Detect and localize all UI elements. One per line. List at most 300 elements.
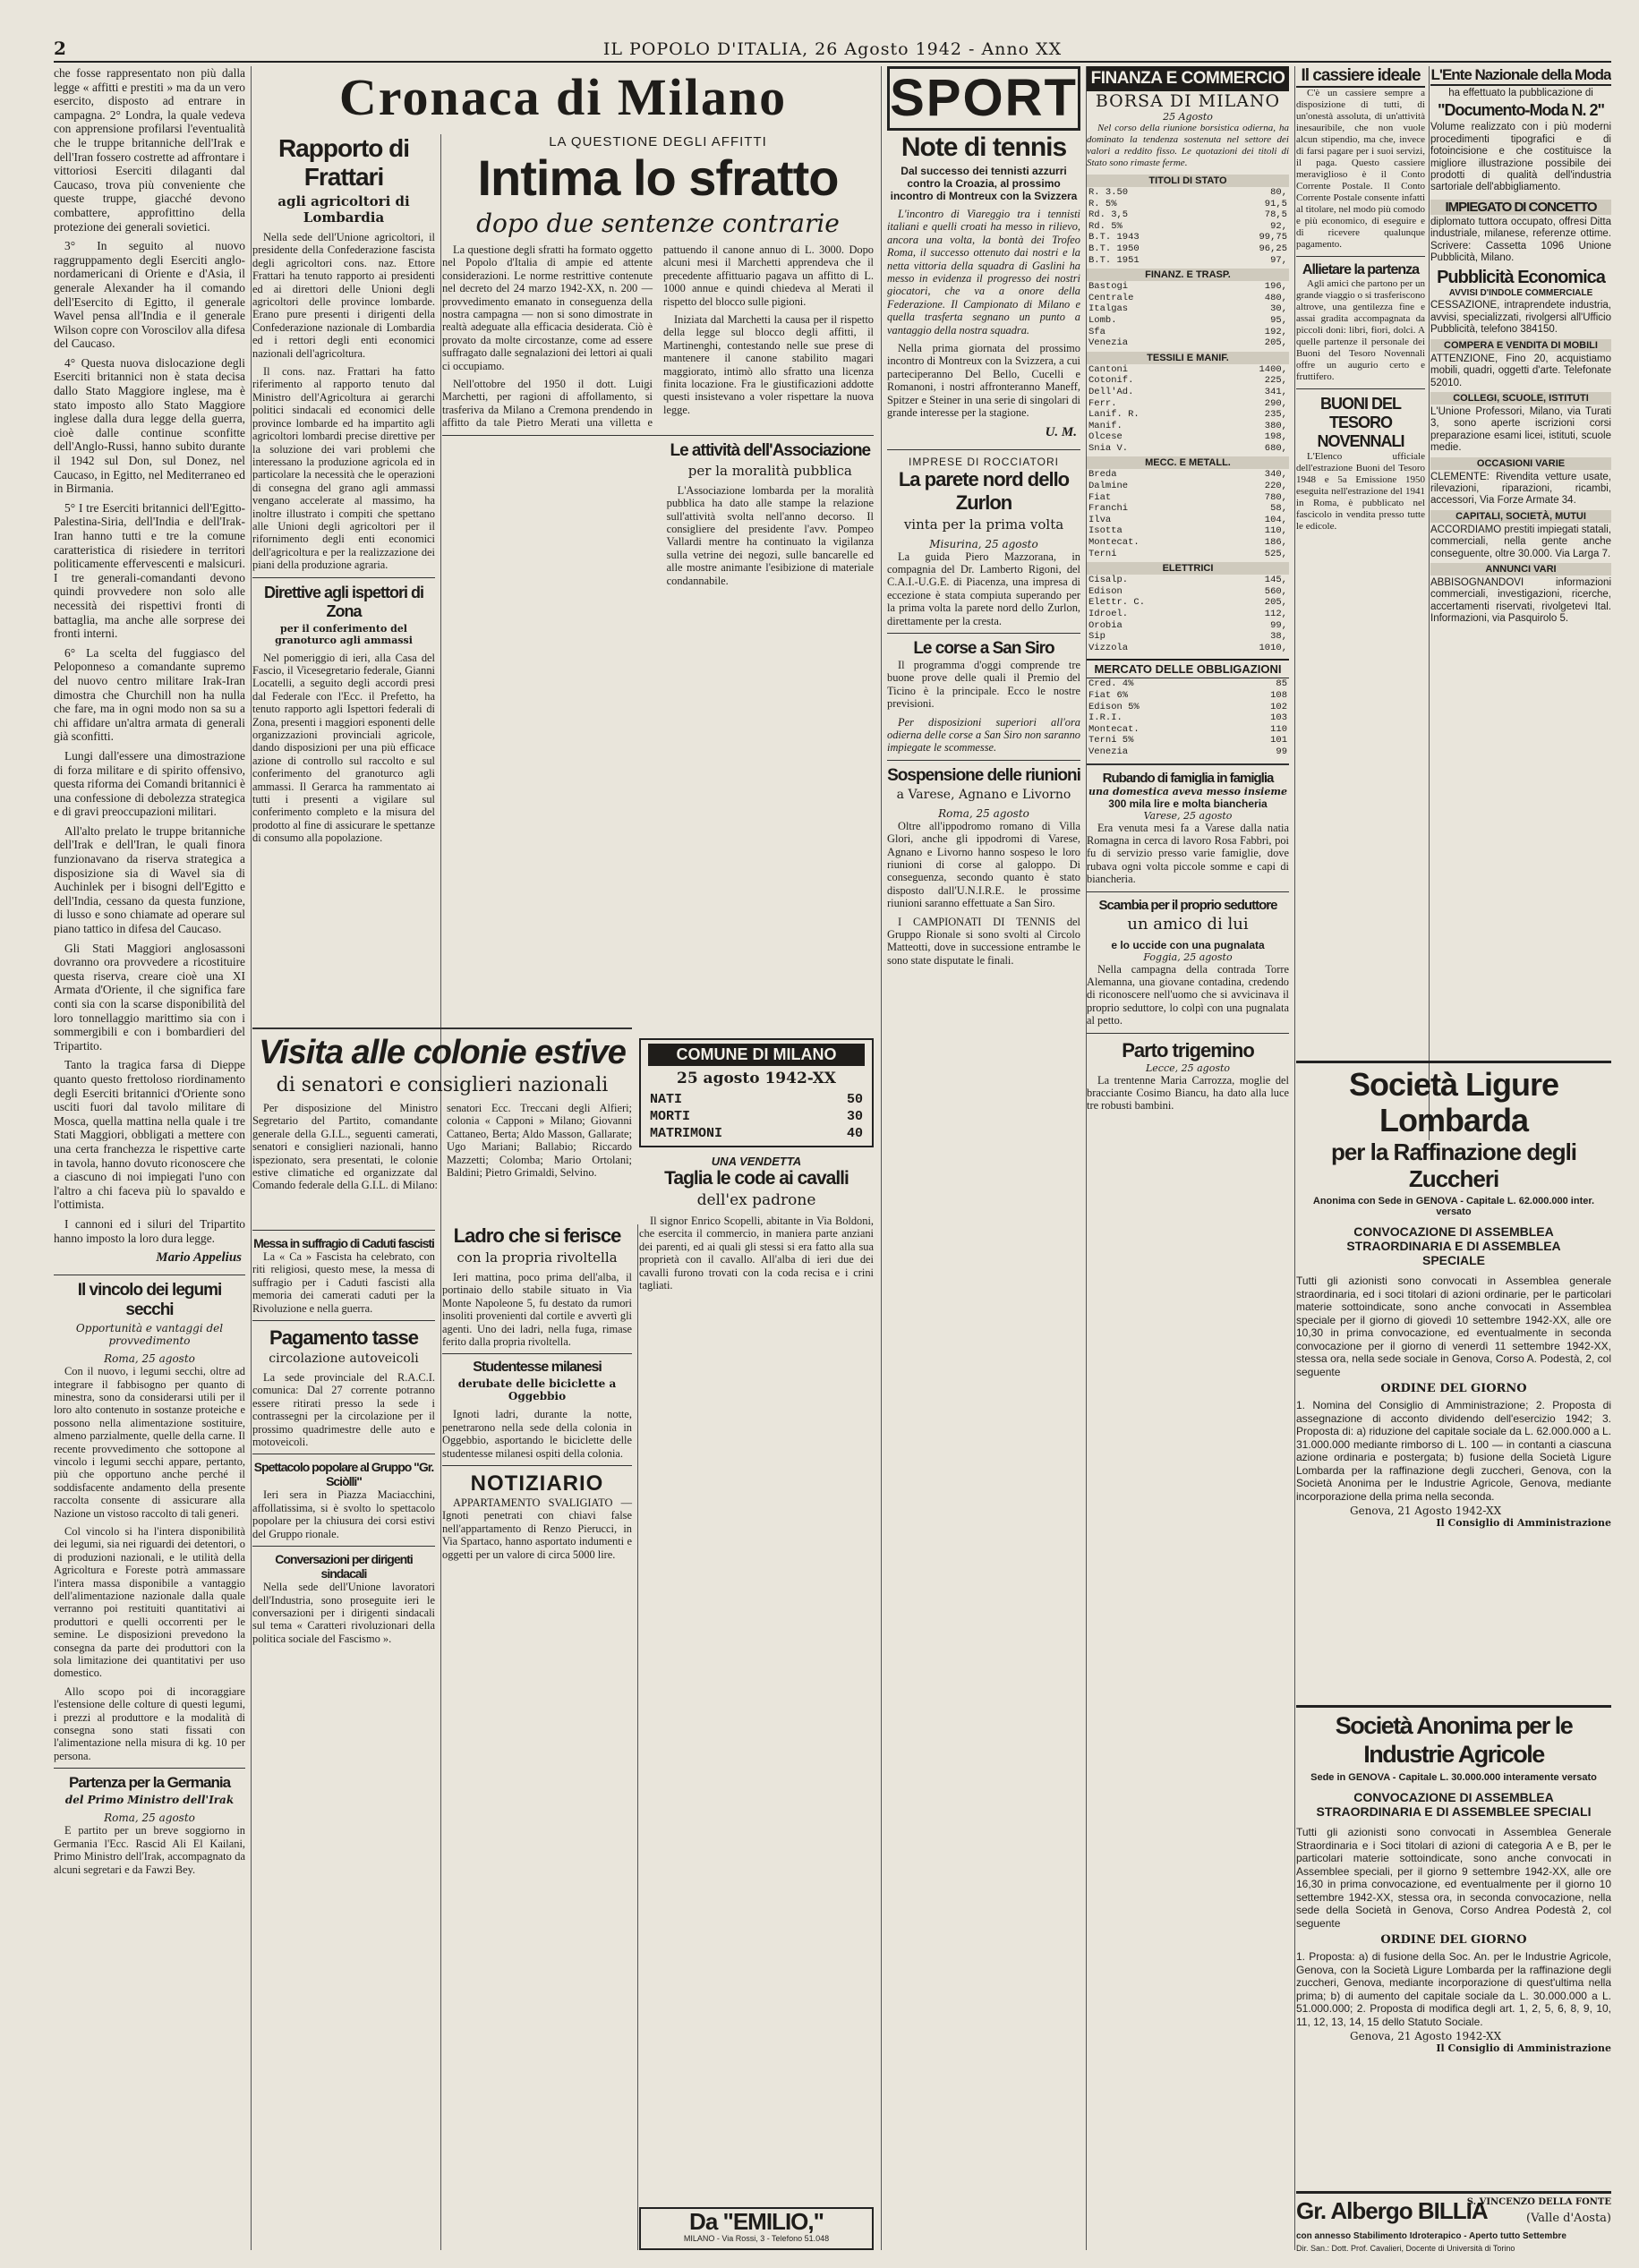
divider: [252, 1320, 435, 1321]
table-cell: 95,: [1270, 314, 1287, 326]
table-cell: Centrale: [1088, 292, 1134, 303]
subheadline: vinta per la prima volta: [903, 516, 1064, 533]
quotes-table: [1087, 469, 1289, 559]
ad-text: CESSAZIONE, intraprendete industria, avvisi, specializzati, rivolgersi all'Ufficio Pubblicità, telefono 384150.: [1430, 300, 1611, 336]
table-row: [1087, 187, 1289, 199]
table-cell: Fiat: [1088, 491, 1112, 503]
divider: [442, 435, 874, 436]
table-cell: Montecat.: [1088, 537, 1140, 549]
dateline: Lecce, 25 agosto: [1145, 1062, 1231, 1074]
table-cell: Franchi: [1088, 503, 1129, 515]
table-row: [1087, 597, 1289, 609]
kicker: IMPRESE DI ROCCIATORI: [909, 455, 1059, 468]
ad-text: con annesso Stabilimento Idroterapico - Aperto tutto Settembre: [1296, 2231, 1566, 2241]
billia-ad: [1296, 2191, 1611, 2260]
article-paragraph: 6° La scelta del fuggiasco del Peloponneso a comandante supremo del nuovo centro militare Irak-Iran dimostra che Churchill non ha nulla che fare, ma in ogni modo non sa su a chi affidare un'altra armata di generali già sconfitti.: [54, 645, 245, 744]
article-paragraph: Il cons. naz. Frattari ha fatto riferimento al rapporto tenuto dal Ministro dell'Agricoltura ai gerarchi politici sindacali ed economici delle province lombarde ed ha impartito agli agricoltori lombardi precise direttive per la soluzione dei vari problemi che interessano la produzione agricola ed in particolare la necessità che le operazioni di consegna del grano agli ammassi vengano accelerate al massimo, ha inoltre illustrato i compiti che spettano alle Unioni degli agricoltori per il rifornimento degli enti economici dell'agricoltura e per la realizzazione dei piani della produzione agraria.: [252, 365, 435, 572]
headline: Rubando di famiglia in famiglia: [1102, 770, 1274, 786]
table-row: [1087, 375, 1289, 387]
divider: [1296, 256, 1425, 257]
comune-box: [639, 1038, 874, 1147]
comune-title: COMUNE DI MILANO: [648, 1044, 865, 1066]
table-cell: Olcese: [1088, 431, 1123, 443]
ad-capital: Anonima con Sede in GENOVA - Capitale L. 62.000.000 inter. versato: [1312, 1196, 1595, 1217]
ad-section-header: CAPITALI, SOCIETÀ, MUTUI: [1430, 510, 1611, 523]
table-row: [648, 1091, 865, 1108]
headline: Intima lo sfratto: [477, 149, 839, 206]
article-paragraph: Nel corso della riunione borsistica odierna, ha dominato la tendenza sostenuta nel settore dei valori a reddito fisso. Le quotazioni dei titoli di Stato sono rimaste ferme.: [1087, 123, 1289, 168]
divider: [252, 577, 435, 578]
table-row: [1087, 281, 1289, 293]
article-paragraph: La sede provinciale del R.A.C.I. comunica: Dal 27 corrente potranno essere ritirati presso la sede i contrassegni per la circolazione per il prossimo quadrimestre delle auto e motoveicoli.: [252, 1371, 435, 1449]
article-paragraph: APPARTAMENTO SVALIGIATO — Ignoti penetrati con chiavi false nell'appartamento di Renzo Pierucci, in Via Spartaco, hanno asportato indumenti e oggetti per un valore di circa 5000 lire.: [442, 1496, 632, 1561]
table-row: [1087, 712, 1289, 724]
bonds-table: [1087, 678, 1289, 757]
table-row: [1087, 255, 1289, 267]
article-paragraph: Era venuta mesi fa a Varese dalla natia Romagna in cerca di lavoro Rosa Fabbri, poi fu di servizio presso varie famiglie, dove rubava ogni volta piccole somme e capi di biancheria.: [1087, 821, 1289, 886]
ad-text: MILANO - Via Rossi, 3 - Telefono 51.048: [683, 2234, 830, 2243]
table-row: [1087, 469, 1289, 481]
table-row: [1087, 746, 1289, 758]
headline: Sospensione delle riunioni: [887, 765, 1080, 785]
article-paragraph: E partito per un breve soggiorno in Germania l'Ecc. Rascid Ali El Kailani, Primo Ministro dell'Irak, accompagnato da alcuni segretari e da Fawzi Bey.: [54, 1824, 245, 1876]
table-cell: R. 3.50: [1088, 187, 1129, 198]
article-paragraph: Ignoti ladri, durante la notte, penetrarono nella sede della colonia in Oggebbio, asportando le biciclette delle studentesse milanesi ospiti della colonia.: [442, 1408, 632, 1460]
table-cell: Orobia: [1088, 619, 1123, 631]
industrie-agricole-ad: [1296, 1705, 1611, 2195]
ad-place: S. VINCENZO DELLA FONTE: [1466, 2197, 1611, 2207]
table-row: [1087, 209, 1289, 221]
table-cell: 480,: [1264, 292, 1287, 303]
dateline: Varese, 25 agosto: [1143, 809, 1233, 822]
table-cell: 186,: [1264, 537, 1287, 549]
table-cell: 91,5: [1264, 198, 1287, 209]
ad-convocation: CONVOCAZIONE DI ASSEMBLEA STRAORDINARIA E DI ASSEMBLEE SPECIALI: [1316, 1790, 1592, 1819]
table-cell: 99,: [1270, 619, 1287, 631]
ad-text: Tutti gli azionisti sono convocati in Assemblea Generale Straordinaria e i Soci titolari di azioni di categoria A e B, per le particolari materie sottoindicate, sono anche convocati in Assemblee speciali, per il giorno 9 settembre 1942-XX, alle ore 16,30 in prima convocazione, ed eventualmente per il giorno 10 settembre 1942-XX, stessa ora, in seconda convocazione, nella sede della Società in Genova, Corso Andrea Podestà 2, col seguente: [1296, 1826, 1611, 1930]
table-cell: 680,: [1264, 442, 1287, 454]
finanza-column: [1087, 66, 1295, 2250]
table-row: [1087, 690, 1289, 702]
divider: [252, 1546, 435, 1547]
ad-title: Da "EMILIO,": [689, 2208, 824, 2235]
article-paragraph: Il signor Enrico Scopelli, abitante in Via Boldoni, che esercita il commercio, in maniera parte anziani dei parenti, ed ai quali gli stessi si era fatto alla sua proprietà con il cavallo. All'alba di ieri due dei cavalli furono trovati con la coda recisa e i crini tagliati.: [639, 1215, 874, 1292]
table-row: [1087, 431, 1289, 443]
table-cell: 340,: [1264, 469, 1287, 481]
table-cell: Venezia: [1088, 337, 1129, 349]
table-cell: 560,: [1264, 585, 1287, 597]
column-6: [1296, 66, 1430, 1140]
sport-column: [881, 66, 1087, 2250]
article-paragraph: L'Elenco ufficiale dell'estrazione Buoni del Tesoro 1948 e 5a Emissione 1950 eseguita nell'estrazione del 1941 in Roma, è pubblicato nel fascicolo in vendita presso tutte le edicole.: [1296, 451, 1425, 532]
divider: [1087, 763, 1289, 765]
table-cell: 97,: [1270, 254, 1287, 266]
table-row: [1087, 702, 1289, 713]
table-cell: Rd. 5%: [1088, 220, 1123, 232]
table-cell: Elettr. C.: [1088, 597, 1146, 609]
subheadline: del Primo Ministro dell'Irak: [64, 1794, 235, 1807]
headline: IMPIEGATO DI CONCETTO: [1430, 200, 1611, 215]
article-paragraph: Per disposizione del Ministro Segretario del Partito, comandante generale della G.I.L., seguenti camerati, senatori e consiglieri nazionali, hanno ispezionato, sera presentati, le colonie estive climatiche ed organizzate dal Comando federale della G.I.L. di Milano: senatori Ecc. Treccani degli Alfieri; colonia « Capponi » Milano; Giovanni Cattaneo, Berta; Aldo Masson, Gallarate; Ugo Mariani; Ballabio; Riccardo Mazzetti; Colomba; Mario Ortolani; Baldini; Pietro Grimaldi, Selvino.: [252, 1102, 632, 1192]
article-paragraph: Allo scopo poi di incoraggiare l'estensione delle colture di questi legumi, i prezzi al produttore e la modalità di consegna sono stati fissati con l'alimentazione nella misura di kg. 10 per persona.: [54, 1684, 245, 1762]
ad-section-header: COLLEGI, SCUOLE, ISTITUTI: [1430, 392, 1611, 405]
headline: Parto trigemino: [1122, 1038, 1254, 1062]
ad-text: diplomato tuttora occupato, offresi Ditta industriale, milanese, referenze ottime. Scrivere: Cassetta 1096 Unione Pubblicità, Milano.: [1430, 216, 1611, 264]
article-paragraph: L'incontro di Viareggio tra i tennisti italiani e quelli croati ha messo in rilievo, ancora una volta, la bontà dei Trofeo Roma, il successo ottenuto dai nostri e la netta vittoria della squadra di Gaslini ha messo in evidenza il progresso dei nostri giocatori, che va a onore della Federazione. Il Campionato di Milano e quella trasferta segnano un punto a vantaggio della nostra squadra.: [887, 208, 1080, 337]
ad-text: CLEMENTE: Rivendita vetture usate, rilevazioni, riparazioni, ricambi, accessori, Via Forze Armate 34.: [1430, 471, 1611, 507]
subheadline: per la moralità pubblica: [687, 462, 852, 479]
headline: "Documento-Moda N. 2": [1437, 101, 1605, 120]
table-cell: Venezia: [1088, 746, 1129, 757]
cronaca-header: [252, 66, 874, 138]
headline: Il vincolo dei legumi secchi: [77, 1281, 222, 1320]
dateline: Roma, 25 agosto: [104, 1352, 195, 1366]
headline: NOTIZIARIO: [470, 1471, 604, 1496]
subheadline: dell'ex padrone: [696, 1191, 816, 1209]
table-section-header: ELETTRICI: [1087, 562, 1289, 575]
subheadline: AVVISI D'INDOLE COMMERCIALE: [1448, 288, 1593, 299]
quotes-table: [1087, 281, 1289, 349]
table-cell: 78,5: [1264, 209, 1287, 221]
table-cell: 1010,: [1259, 642, 1287, 653]
article-paragraph: Nella sede dell'Unione lavoratori dell'Industria, sono proseguite ieri le conversazioni per i dirigenti sindacali sul tema « Caratteri rivoluzionari della politica sociale del Fascismo ».: [252, 1581, 435, 1645]
column-1: [54, 66, 252, 2250]
table-cell: 525,: [1264, 548, 1287, 559]
table-section-header: MECC. E METALL.: [1087, 456, 1289, 469]
table-cell: 1400,: [1259, 363, 1287, 375]
subheadline: per il conferimento del granoturco agli ammassi: [275, 622, 413, 646]
article-paragraph: Con il nuovo, i legumi secchi, oltre ad integrare il fabbisogno per quanto di minestra, sono da considerarsi utili per il loro alto contenuto in sostanze proteiche e possono nella alimentazione sostituire, almeno parzialmente, quelle della carne. Il recente provvedimento che sottopone al vincolo i legumi secchi appare, pertanto, più che opportuno anche perché il soddisfacente andamento della presente raccolta consente di assicurare alla Nazione un vistoso raccolto di tali generi.: [54, 1365, 245, 1520]
table-cell: Fiat 6%: [1088, 689, 1129, 701]
table-cell: 110: [1270, 723, 1287, 735]
table-cell: 80,: [1270, 187, 1287, 198]
table-cell: 235,: [1264, 409, 1287, 421]
ad-sign-place: Genova, 21 Agosto 1942-XX: [1350, 1505, 1502, 1517]
table-cell: 341,: [1264, 386, 1287, 397]
article-paragraph: Ieri mattina, poco prima dell'alba, il portinaio dello stabile situato in Via Monte Napoleone 5, fu destato da rumori insoliti provenienti dal cortile e avvertì gli agenti. Uno dei ladri, nella fuga, rimase ferito dalla propria rivoltella.: [442, 1271, 632, 1349]
dateline: 25 Agosto: [1163, 111, 1213, 123]
table-cell: 40: [846, 1126, 863, 1141]
table-row: [1087, 724, 1289, 736]
table-cell: Manif.: [1088, 420, 1123, 431]
visita-article: [252, 1027, 632, 1230]
table-row: [1087, 586, 1289, 598]
table-cell: I.R.I.: [1088, 712, 1123, 724]
table-row: [1087, 221, 1289, 233]
divider: [887, 449, 1080, 450]
headline: BUONI DEL TESORO NOVENNALI: [1317, 395, 1404, 450]
table-section-header: TITOLI DI STATO: [1087, 175, 1289, 187]
column-2-lower: [252, 1224, 441, 2250]
dateline: Misurina, 25 agosto: [929, 537, 1038, 550]
table-cell: Snia V.: [1088, 442, 1129, 454]
comune-table: [648, 1091, 865, 1142]
table-cell: Terni 5%: [1088, 735, 1134, 746]
ad-section-header: COMPERA E VENDITA DI MOBILI: [1430, 339, 1611, 352]
table-row: [648, 1125, 865, 1142]
table-row: [1087, 327, 1289, 338]
headline: Messa in suffragio di Caduti fascisti: [253, 1236, 434, 1250]
table-row: [1087, 337, 1289, 349]
ad-text: ACCORDIAMO prestiti impiegati statali, commerciali, nella gente anche conseguente, oltre 30.000. Via Larga 7.: [1430, 524, 1611, 559]
quotes-table: [1087, 364, 1289, 455]
ad-sign-place: Genova, 21 Agosto 1942-XX: [1350, 2030, 1502, 2042]
table-cell: 103: [1270, 712, 1287, 724]
table-cell: 225,: [1264, 375, 1287, 387]
ad-text: L'Unione Professori, Milano, via Turati 3, sono aperte iscrizioni corsi preparazione esami licei, istituti, scuole medie.: [1430, 405, 1611, 454]
table-row: [1087, 232, 1289, 243]
table-cell: 220,: [1264, 481, 1287, 492]
article-paragraph: L'Associazione lombarda per la moralità pubblica ha dato alle stampe la relazione sull'attività svolta nell'anno decorso. Il consigliere del presidente l'avv. Pompeo Vallardi mentre ha continuato la vigilanza sulla vetrine dei negozi, sulle bancarelle ed alle mostre animante l'esibizione di materiale condannabile.: [666, 483, 874, 587]
table-row: [1087, 549, 1289, 560]
table-cell: 205,: [1264, 337, 1287, 349]
article-note: Per disposizioni superiori all'ora odierna delle corse a San Siro non saranno impiegate le scommesse.: [887, 715, 1080, 755]
divider: [1087, 1033, 1289, 1034]
kicker: UNA VENDETTA: [711, 1155, 802, 1168]
table-row: [1087, 443, 1289, 455]
table-cell: Cantoni: [1088, 363, 1129, 375]
ad-agenda-title: ORDINE DEL GIORNO: [1380, 1382, 1527, 1395]
article-paragraph: Oltre all'ippodromo romano di Villa Glori, anche gli ippodromi di Varese, Agnano e Livorno hanno sospeso le loro riunioni di corse al galoppo. Di conseguenza, secondo quanto è stato disposto dall'U.N.I.R.E. le prossime riunioni saranno effettuate a San Siro.: [887, 819, 1080, 910]
table-cell: Ferr.: [1088, 397, 1117, 409]
article-paragraph: Iniziata dal Marchetti la causa per il rispetto della legge sul blocco degli affitti, il Martinenghi, contestando nelle sue prese di mantenere il canone stabilito magari maggiorato, intimò allo sfratto una licenza finita locazione. Fra le giustificazioni addotte questi insistevano a voler rispettare la nuova legge.: [663, 313, 874, 416]
table-cell: Cotonif.: [1088, 375, 1134, 387]
subheadline: una domestica aveva messo insieme: [1088, 785, 1287, 797]
table-row: [1087, 620, 1289, 632]
table-row: [1087, 525, 1289, 537]
article-paragraph: Il programma d'oggi comprende tre buone prove delle quali il Premio del Ticino è la principale. Ecco le nostre previsioni.: [887, 658, 1080, 711]
table-row: [1087, 575, 1289, 586]
headline: Conversazioni per dirigenti sindacali: [275, 1552, 413, 1582]
ad-title: Società Ligure Lombarda: [1348, 1066, 1559, 1138]
headline: Il cassiere ideale: [1296, 66, 1425, 88]
table-row: [1087, 643, 1289, 654]
table-cell: 196,: [1264, 281, 1287, 293]
divider: [54, 1768, 245, 1769]
table-cell: 205,: [1264, 597, 1287, 609]
headline: Spettacolo popolare al Gruppo "Gr. Sciòlli": [253, 1460, 434, 1489]
divider: [442, 1353, 632, 1354]
ad-text: ha effettuato la pubblicazione di: [1448, 88, 1593, 98]
headline: Ladro che si ferisce: [453, 1224, 621, 1247]
table-row: [1087, 421, 1289, 432]
table-cell: 290,: [1264, 397, 1287, 409]
page-number: 2: [54, 38, 66, 59]
ad-text: Dir. San.: Dott. Prof. Cavalieri, Docente di Università di Torino: [1296, 2244, 1515, 2253]
ad-text: 1. Proposta: a) di fusione della Soc. An. per le Industrie Agricole, Genova, con la Società Ligure Lombarda per la raffinazione degli zuccheri, Genova, mediante incorporazione di quest'ultima nella prima; b) di aumento del capitale sociale da L. 30.000.000 a L. 51.000.000; 2. Proposta di modifica degli art. 1, 2, 5, 6, 8, 9, 10, 11, 12, 13, 14, 15 dello Statuto Sociale.: [1296, 1950, 1611, 2028]
subheadline: di senatori e consiglieri nazionali: [276, 1074, 609, 1096]
table-cell: 780,: [1264, 491, 1287, 503]
subheadline: con la propria rivoltella: [457, 1249, 618, 1266]
table-cell: B.T. 1943: [1088, 232, 1140, 243]
table-cell: Rd. 3,5: [1088, 209, 1129, 221]
table-cell: 85: [1276, 678, 1287, 690]
article-paragraph: Nella campagna della contrada Torre Alemanna, una giovane contadina, credendo di riconoscere nell'uomo che si avvicinava il proprio seduttore, lo colpì con una pugnalata al petto.: [1087, 962, 1289, 1027]
headline: Rapporto di Frattari: [277, 134, 410, 191]
table-cell: 50: [846, 1092, 863, 1107]
table-cell: Lanif. R.: [1088, 409, 1140, 421]
table-cell: 99: [1276, 746, 1287, 757]
subsection-title: BORSA DI MILANO: [1095, 91, 1281, 111]
headline: Allietare la partenza: [1302, 262, 1420, 277]
table-cell: 58,: [1270, 503, 1287, 515]
headline: Note di tennis: [901, 132, 1067, 162]
kicker: LA QUESTIONE DEGLI AFFITTI: [549, 134, 767, 149]
article-paragraph: Nella sede dell'Unione agricoltori, il presidente della Confederazione fascista degli agricoltori cons. naz. Ettore Frattari ha tenuto rapporto ai presidenti ed ai direttori delle Unioni degli agricoltori delle province lombarde. Erano pure presenti i dirigenti della Confederazione nazionale di Lombardia ed i rettori degli enti economici nazionali dell'agricoltura.: [252, 231, 435, 360]
table-cell: 99,75: [1259, 232, 1287, 243]
table-cell: Terni: [1088, 548, 1117, 559]
author-byline: Mario Appelius: [156, 1250, 242, 1266]
table-cell: 30: [846, 1109, 863, 1124]
article-paragraph: La guida Piero Mazzorana, in compagnia del Dr. Lamberto Rigoni, del C.A.I.-U.G.E. di Piacenza, una impresa di eccezione è stata compiuta superando per la prima volta la parete nord dello Zurlon, direttamente per la cresta.: [887, 550, 1080, 627]
dateline: Roma, 25 agosto: [938, 806, 1029, 820]
table-row: [1087, 199, 1289, 210]
section-title: SPORT: [887, 66, 1080, 131]
comune-date: 25 agosto 1942-XX: [676, 1070, 836, 1087]
ad-text: Volume realizzato con i più moderni procedimenti tipografici e di fotoincisione e che costituisce la migliore illustrazione possibile dei prodotti di qualità dell'industria sartoriale dell'abbigliamento.: [1430, 122, 1611, 193]
table-cell: Cred. 4%: [1088, 678, 1134, 690]
headline: La parete nord dello Zurlon: [898, 467, 1070, 514]
dateline: Foggia, 25 agosto: [1143, 951, 1233, 963]
table-cell: Ilva: [1088, 514, 1112, 525]
table-cell: Sip: [1088, 631, 1105, 643]
article-intro: che fosse rappresentato non più dalla legge « affitti e prestiti » ma da un vero esercito, disposto ad entrare in campagna. 2° Londra, la quale vedeva con apprensione profilarsi l'eventualità che le truppe britanniche dell'Irak e dell'Iran fossero costrette ad affrontare i vittoriosi Eserciti dilaganti dal Caucaso, trova più conveniente che queste truppe, giacché devono combattere, approfittino della protezione dei generali sovietici.: [54, 66, 245, 234]
ad-text: ABBISOGNANDOVI informazioni commerciali, investigazioni, ricerche, accertamenti riservati, rivolgetevi Ital. Informazioni, via Pasquirolo 5.: [1430, 576, 1611, 625]
headline: Pubblicità Economica: [1437, 268, 1605, 288]
subheadline: dopo due sentenze contrarie: [476, 209, 840, 238]
table-cell: B.T. 1951: [1088, 254, 1140, 266]
table-row: [648, 1108, 865, 1125]
table-row: [1087, 537, 1289, 549]
table-cell: 104,: [1264, 514, 1287, 525]
table-cell: MATRIMONI: [650, 1126, 723, 1141]
ad-signature: Il Consiglio di Amministrazione: [1436, 2042, 1611, 2054]
section-title: FINANZA E COMMERCIO: [1087, 66, 1289, 91]
page-header: IL POPOLO D'ITALIA, 26 Agosto 1942 - Anno XX: [602, 39, 1063, 59]
table-cell: 108: [1270, 689, 1287, 701]
table-cell: Vizzola: [1088, 642, 1129, 653]
table-row: [1087, 303, 1289, 315]
ad-section-header: OCCASIONI VARIE: [1430, 457, 1611, 470]
table-row: [1087, 243, 1289, 255]
table-cell: 380,: [1264, 420, 1287, 431]
table-cell: 112,: [1264, 609, 1287, 619]
article-paragraph: 3° In seguito al nuovo raggruppamento degli Eserciti anglo-nordamericani di Oriente e d'Asia, il generale Alexander ha il comando dell'Esercito di Egitto, il generale Wavel pensa all'India e il generale Wilson copre con Voroscilov alla difesa del Caucaso.: [54, 239, 245, 351]
table-cell: Edison 5%: [1088, 701, 1140, 712]
divider: [252, 1230, 435, 1231]
dateline: Roma, 25 agosto: [104, 1812, 195, 1825]
headline: Pagamento tasse: [269, 1326, 418, 1350]
article-paragraph: Nel pomeriggio di ieri, alla Casa del Fascio, il Vicesegretario federale, Gianni Locatelli, a seguito degli accordi presi dal Federale con l'Ecc. il Prefetto, ha tenuto rapporto agli Ispettori federali di Zona, presenti i maggiori esponenti delle organizzazioni provinciali agricole, dando disposizioni per una più efficace azione di controllo sul raccolto e sul conferimento del granoturco agli ammassi. Il Gerarca ha rammentato ai tutti i presenti a vigilare sul conferimento completo e la misura del prodotto al fine di assicurare le spettanze di consumo alla popolazione.: [252, 651, 435, 845]
table-cell: 92,: [1270, 220, 1287, 232]
headline: L'Ente Nazionale della Moda: [1430, 66, 1611, 86]
article-paragraph: Tanto la tragica farsa di Dieppe quanto questo frettoloso riordinamento degli Eserciti britannici d'Oriente sono usciti fuori dal tavolo militare di Mosca, quella mattina nella quale i tre Stati Maggiori, obbligati a mettere con una certa franchezza le rispettive carte in tavola, hanno dovuto riconoscere che a ciascuno di noi impiegati l'uno con l'altro a chi faceva più lo spavaldo e l'ottimista.: [54, 1058, 245, 1212]
table-cell: Edison: [1088, 585, 1123, 597]
sfratto-article: [442, 134, 874, 1020]
subheadline: 300 mila lire e molta biancheria: [1108, 797, 1268, 810]
emilio-ad: [639, 2207, 874, 2250]
subheadline: e lo uccide con una pugnalata: [1111, 938, 1265, 951]
ad-section-header: ANNUNCI VARI: [1430, 563, 1611, 576]
subheadline: circolazione autoveicoli: [269, 1351, 419, 1367]
table-cell: Bastogi: [1088, 281, 1129, 293]
ad-signature: Il Consiglio di Amministrazione: [1436, 1517, 1611, 1529]
ligure-lombarda-ad: [1296, 1061, 1611, 1711]
article-paragraph: 5° I tre Eserciti britannici dell'Egitto-Palestina-Siria, dell'India e dell'Irak-Iran hanno tutti e tre la comune caratteristica di risiedere in territori politicamente effervescenti e malsicuri. I tre generali-comandanti devono quindi provvedere non solo alle necessità dei rispettivi fronti di battaglia, ma anche alle sorprese dei fronti interni.: [54, 500, 245, 641]
headline: Le corse a San Siro: [913, 638, 1054, 658]
ad-text: 1. Nomina del Consiglio di Amministrazione; 2. Proposta di assegnazione di acconto dividendo dell'esercizio 1942; 3. Proposta di: a) riduzione del capitale sociale da L. 62.000.000 a L. 31.000.000 mediante rimborso di L. 100 — in contanti a ciascuna azione ordinaria e postergata; b) fusione della Società Ligure Lombarda per la raffinazione degli zuccheri, Genova, con la Società Anonima per le Industrie Agricole, Genova, mediante incorporazione della prima nella seconda.: [1296, 1399, 1611, 1503]
table-cell: 30,: [1270, 303, 1287, 315]
subheadline: Dal successo dei tennisti azzurri contro la Croazia, al prossimo incontro di Montreux con la Svizzera: [890, 165, 1078, 202]
headline: Direttive agli ispettori di Zona: [263, 583, 424, 620]
article-paragraph: Nell'ottobre del 1950 il dott. Luigi Marchetti, per ragioni di affollamento, si trasferiva da Milano a Cremona prendendo in affitto da tale Pietro Merati una villetta e pattuendo il canone annuo di L. 3000. Dopo alcuni mesi il Marchetti apprendeva che il precedente affittuario pagava un affitto di L. 1000 annue e quindi chiedeva al Merati il rispetto del blocco sulle pigioni.: [442, 243, 874, 430]
article-paragraph: All'alto prelato le truppe britanniche dell'Irak e dell'Iran, le quali finora funzionavano da riserva strategica a disposizione sia di Wavel sia di Auchinlek per i bisogni dell'Egitto e dell'India, cessano da questa funzione, di lusso e sono chiamate ad operare sul piano tattico in difesa del Caucaso.: [54, 823, 245, 936]
article-paragraph: Agli amici che partono per un grande viaggio o si trasferiscono altrove, una gentilezza fine e assai gradita accompagnata da piccoli doni: libri, fiori, dolci. A quelle partenze il personale dei Buoni del Tesoro Novennali offre un augurio certo e fruttifero.: [1296, 278, 1425, 382]
table-cell: Dalmine: [1088, 481, 1129, 492]
table-row: [1087, 293, 1289, 304]
ad-text: ATTENZIONE, Fino 20, acquistiamo mobili, quadri, oggetti d'arte. Telefonate 52010.: [1430, 353, 1611, 388]
divider: [887, 760, 1080, 761]
table-section-header: FINANZ. E TRASP.: [1087, 269, 1289, 281]
column-3-lower: [442, 1224, 638, 2250]
table-cell: Italgas: [1088, 303, 1129, 315]
table-cell: 198,: [1264, 431, 1287, 443]
table-row: [1087, 398, 1289, 410]
table-cell: 101: [1270, 735, 1287, 746]
table-cell: Montecat.: [1088, 723, 1140, 735]
divider: [1296, 388, 1425, 389]
headline: Taglia le code ai cavalli: [664, 1168, 849, 1189]
article-paragraph: Gli Stati Maggiori anglosassoni dovranno ora provvedere a ricostituire questa riserva, creare cioè una XI Armata d'Oriente, il che significa fare conti sia con la scarse disponibilità del loro tonnellaggio marittimo sia con i sommergibili e con i bombardieri del Tripartito.: [54, 941, 245, 1053]
table-cell: 192,: [1264, 326, 1287, 337]
table-cell: Cisalp.: [1088, 575, 1129, 586]
table-row: [1087, 678, 1289, 690]
article-paragraph: Lungi dall'essere una dimostrazione di forza militare e di spirito offensivo, questa riforma dei Comandi britannici è una confessione di debolezza strategica e di gravi preoccupazioni militari.: [54, 748, 245, 819]
subheadline: a Varese, Agnano e Livorno: [896, 787, 1071, 802]
table-row: [1087, 409, 1289, 421]
table-row: [1087, 631, 1289, 643]
article-paragraph: Col vincolo si ha l'intera disponibilità dei legumi, sia nei riguardi dei detentori, o di produzioni nazionali, e le utilità della Agricoltura e Foreste potrà ammassare l'intera massa disponibile a vantaggio dell'alimentazione nazionale dalla quale verranno poi restituiti quantitativi ai produttori e quelli occorrenti per le semine. Le disposizioni prevedono la consegna da parte dei produttori con la sola limitazione dei quantitativi per uso domestico.: [54, 1524, 245, 1680]
ad-agenda-title: ORDINE DEL GIORNO: [1380, 1933, 1527, 1947]
table-cell: 145,: [1264, 575, 1287, 586]
table-cell: Isotta: [1088, 525, 1123, 537]
subheadline: un amico di lui: [1127, 914, 1249, 934]
masthead: [54, 34, 1611, 63]
table-row: [1087, 609, 1289, 620]
table-cell: Idroel.: [1088, 609, 1129, 619]
article-paragraph: Nella prima giornata del prossimo incontro di Montreux con la Svizzera, a cui parteciperanno Del Bello, Cucelli e Romanoni, i nostri affronteranno Maneff, Spitzer e Steiner in una serie di singolari di grande interesse per la stagione.: [887, 342, 1080, 420]
subheadline: derubate delle biciclette a Oggebbio: [457, 1377, 617, 1403]
article-paragraph: C'è un cassiere sempre a disposizione di tutti, di un'onestà assoluta, di un'attività inesauribile, che non vuole alcun stipendio, ma che, invece di farsi pagare per i suoi servizi, il paga. Questo cassiere meraviglioso è il Conto Corrente Postale. Il Conto Corrente Postale consente infatti al titolare, nel modo più comodo e più economico, di eseguire e di ricevere qualunque pagamento.: [1296, 88, 1425, 250]
table-cell: MORTI: [650, 1109, 691, 1124]
article-paragraph: 4° Questa nuova dislocazione degli Eserciti britannici non è stata decisa dallo Stato Maggiore inglese, ma è stato imposto allo Stato Maggiore inglese dalla dura legge della guerra, cioè dalle continue sconfitte dell'Anglo-Russi, hanno subito durante il 1942 sul Don, sul Donez, nel Caucaso, in Egitto, nel Mediterraneo ed in Birmania.: [54, 355, 245, 496]
table-row: [1087, 492, 1289, 504]
column-7: [1430, 66, 1611, 1140]
ad-capital: Sede in GENOVA - Capitale L. 30.000.000 interamente versato: [1310, 1772, 1597, 1783]
table-cell: 102: [1270, 701, 1287, 712]
subheadline: agli agricoltori di Lombardia: [277, 193, 410, 226]
table-cell: B.T. 1950: [1088, 243, 1140, 254]
headline: Le attività dell'Associazione: [670, 440, 871, 460]
subsection-title: MERCATO DELLE OBBLIGAZIONI: [1087, 659, 1289, 678]
headline: Scambia per il proprio seduttore: [1098, 897, 1277, 913]
headline: Studentesse milanesi: [473, 1360, 602, 1376]
table-cell: NATI: [650, 1092, 683, 1107]
table-row: [1087, 315, 1289, 327]
table-cell: Sfa: [1088, 326, 1105, 337]
table-cell: Dell'Ad.: [1088, 386, 1134, 397]
table-row: [1087, 515, 1289, 526]
